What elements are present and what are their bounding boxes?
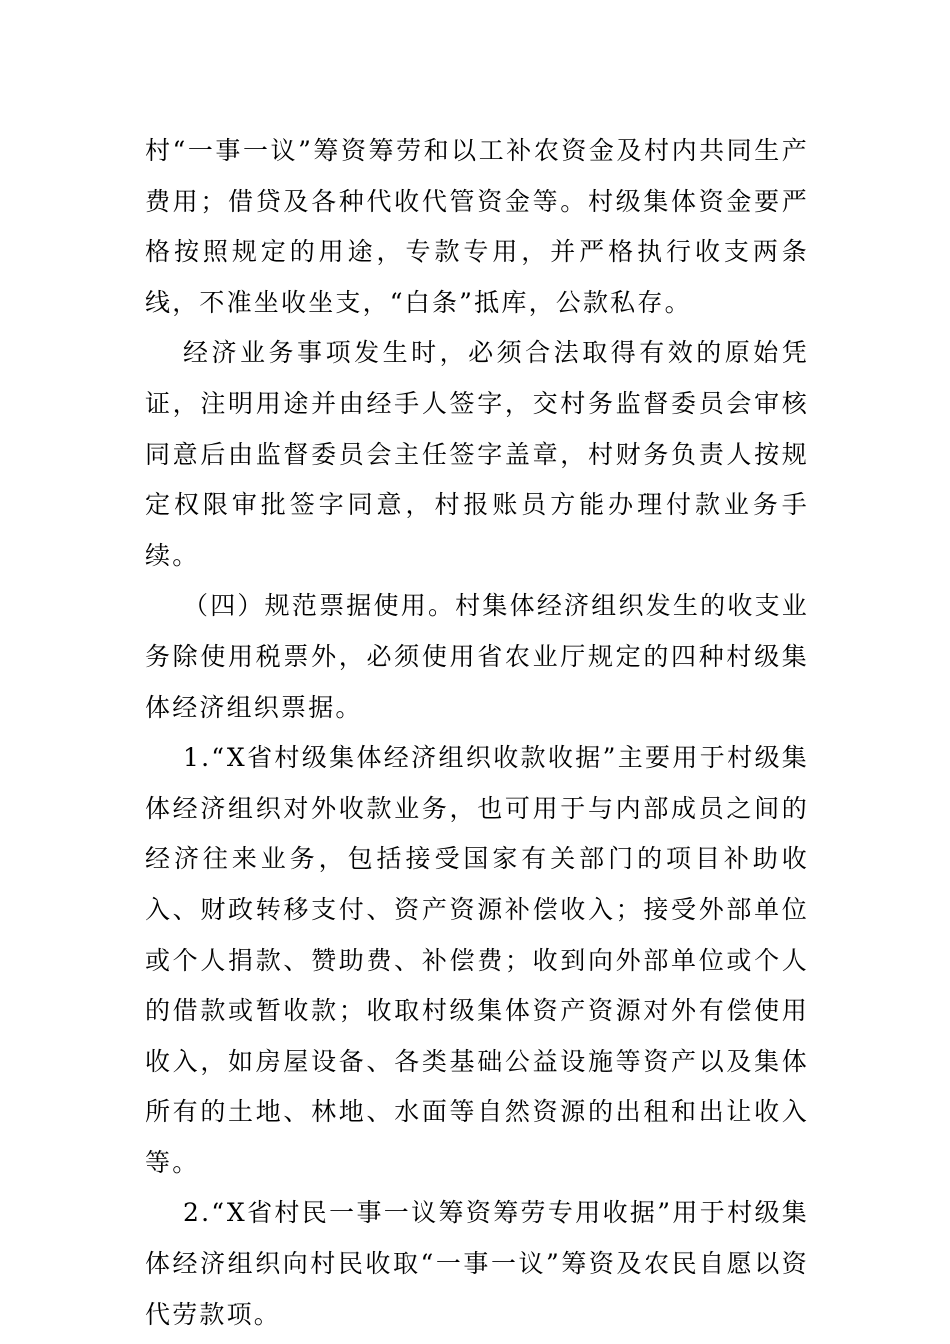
paragraph-voucher-approval: 经济业务事项发生时，必须合法取得有效的原始凭证，注明用途并由经手人签字，交村务监督委员会审核同意后由监督委员会主任签字盖章，村财务负责人按规定权限审批签字同意，村报账员方能办理付款业务手续。 — [145, 338, 809, 570]
document-body — [145, 126, 809, 1340]
paragraph-one-issue-receipt: 2.“X省村民一事一议筹资筹劳专用收据”用于村级集体经济组织向村民收取“一事一议”筹资及农民自愿以资代劳款项。 — [145, 1198, 809, 1329]
paragraph-receipt-standards: （四）规范票据使用。村集体经济组织发生的收支业务除使用税票外，必须使用省农业厅规定的四种村级集体经济组织票据。 — [145, 591, 809, 722]
paragraph-funds-usage: 村“一事一议”筹资筹劳和以工补农资金及村内共同生产费用；借贷及各种代收代管资金等。村级集体资金要严格按照规定的用途，专款专用，并严格执行收支两条线，不准坐收坐支，“白条”抵库，公款私存。 — [145, 136, 809, 317]
paragraph-collection-receipt: 1.“X省村级集体经济组织收款收据”主要用于村级集体经济组织对外收款业务，也可用于与内部成员之间的经济往来业务，包括接受国家有关部门的项目补助收入、财政转移支付、资产资源补偿收入；接受外部单位或个人捐款、赞助费、补偿费；收到向外部单位或个人的借款或暂收款；收取村级集体资产资源对外有偿使用收入，如房屋设备、各类基础公益设施等资产以及集体所有的土地、林地、水面等自然资源的出租和出让收入等。 — [145, 743, 809, 1177]
